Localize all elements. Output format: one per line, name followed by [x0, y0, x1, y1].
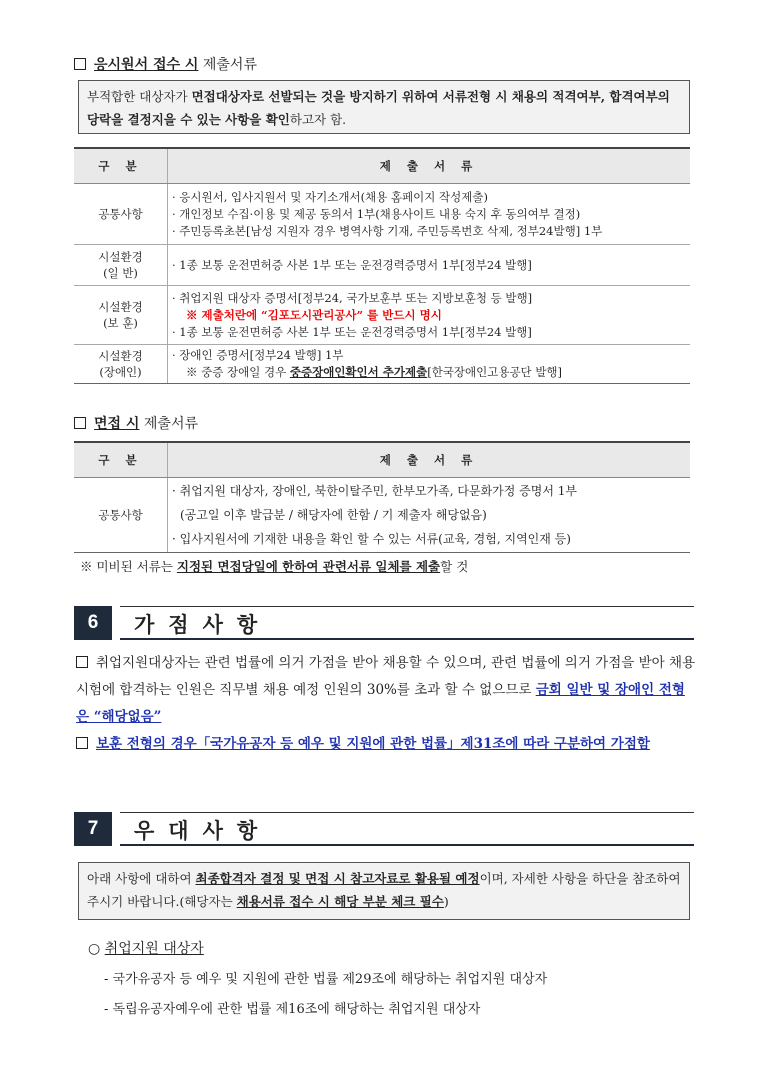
bonus-points-paragraph: 취업지원대상자는 관련 법률에 의거 가점을 받아 채용할 수 있으며, 관련 법률에 의거 가점을 받아 채용시험에 합격하는 인원은 직무별 채용 예정 인원의 30%를 초과 할 수 없으므로 금회 일반 및 장애인 전형은 “해당없음” — [76, 655, 696, 725]
table-row: 공통사항 · 취업지원 대상자, 장애인, 북한이탈주민, 한부모가족, 다문화가정 증명서 1부 (공고일 이후 발급분 / 해당자에 한함 / 기 제출자 해당없음) · 입사지원서에 기재한 내용을 확인 할 수 있는 서류(교육, 경험, 지역인재 등) — [74, 478, 690, 553]
table-header-documents: 제 출 서 류 — [168, 442, 691, 478]
checkbox-square-icon — [74, 417, 86, 429]
section-number-badge: 6 — [74, 606, 112, 640]
section-number-badge: 7 — [74, 812, 112, 846]
section-heading-7 — [74, 812, 694, 846]
table-row: 시설환경 (보 훈) · 취업지원 대상자 증명서[정부24, 국가보훈부 또는 지방보훈청 등 발행] ※ 제출처란에 “김포도시관리공사” 를 반드시 명시 · 1종 보통 운전면허증 사본 1부 또는 운전경력증명서 1부[정부24 발행] — [74, 286, 690, 345]
section-heading-title: 우대사항 — [134, 818, 272, 843]
table-header-documents: 제 출 서 류 — [168, 148, 691, 184]
list-item: - 독립유공자예우에 관한 법률 제16조에 해당하는 취업지원 대상자 — [104, 1002, 481, 1017]
checkbox-square-icon — [76, 737, 88, 749]
list-item: - 국가유공자 등 예우 및 지원에 관한 법률 제29조에 해당하는 취업지원 대상자 — [104, 972, 548, 987]
table-header-category: 구 분 — [74, 442, 168, 478]
notice-box-preference: 아래 사항에 대하여 최종합격자 결정 및 면접 시 참고자료로 활용될 예정이며, 자세한 사항을 하단을 참조하여 주시기 바랍니다.(해당자는 채용서류 접수 시 해당 부분 체크 필수) — [78, 862, 690, 920]
table-row: 공통사항 · 응시원서, 입사지원서 및 자기소개서(채용 홈페이지 작성제출) · 개인정보 수집·이용 및 제공 동의서 1부(채용사이트 내용 숙지 후 동의여부 결정) · 주민등록초본[남성 지원자 경우 병역사항 기재, 주민등록번호 삭제, 정부24발행] 1부 — [74, 184, 690, 245]
section-title-application: 응시원서 접수 시 제출서류 — [74, 54, 257, 74]
checkbox-square-icon — [76, 656, 88, 668]
notice-box-screening: 부적합한 대상자가 면접대상자로 선발되는 것을 방지하기 위하여 서류전형 시 채용의 적격여부, 합격여부의 당락을 결정지을 수 있는 사항을 확인하고자 함. — [78, 80, 690, 134]
table-row: 시설환경 (장애인) · 장애인 증명서[정부24 발행] 1부 ※ 중증 장애일 경우 중증장애인확인서 추가제출[한국장애인고용공단 발행] — [74, 345, 690, 384]
subheading-employment-support: ○ 취업지원 대상자 — [88, 941, 204, 957]
section-heading-6 — [74, 606, 694, 640]
veterans-bonus-paragraph: 보훈 전형의 경우「국가유공자 등 예우 및 지원에 관한 법률」제31조에 따라 구분하여 가점함 — [76, 731, 696, 758]
circle-bullet-icon: ○ — [88, 941, 101, 957]
table-row: 시설환경 (일 반) · 1종 보통 운전면허증 사본 1부 또는 운전경력증명서 1부[정부24 발행] — [74, 245, 690, 286]
submission-emphasis-note: ※ 제출처란에 “김포도시관리공사” 를 반드시 명시 — [186, 307, 442, 322]
missing-documents-note: ※ 미비된 서류는 지정된 면접당일에 한하여 관련서류 일체를 제출할 것 — [80, 559, 469, 574]
documents-table-application — [74, 147, 690, 384]
not-applicable-notice: 금회 일반 및 장애인 전형은 “해당없음” — [76, 682, 685, 725]
section-title-interview: 면접 시 제출서류 — [74, 413, 198, 433]
checkbox-square-icon — [74, 58, 86, 70]
preference-list — [104, 965, 547, 1025]
documents-table-interview — [74, 441, 690, 553]
table-header-category: 구 분 — [74, 148, 168, 184]
section-heading-title: 가점사항 — [134, 612, 272, 637]
